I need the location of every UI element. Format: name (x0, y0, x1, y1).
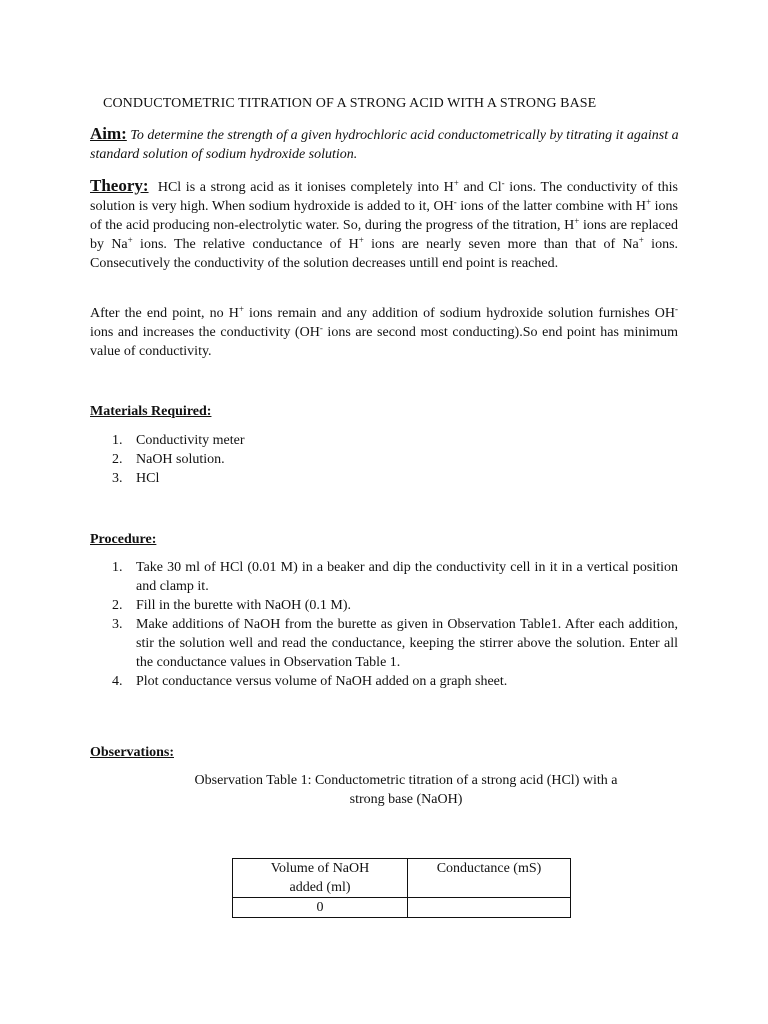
paragraph-text: ions are second most conducting).So end point has minimum value of conductivity. (90, 325, 679, 359)
superscript: + (638, 235, 644, 245)
table-caption (160, 771, 652, 809)
superscript: - (501, 178, 505, 188)
theory-text: ions. The conductivity of this solution is very high. When sodium hydroxide is added to it, OH (90, 180, 678, 214)
end-point-paragraph (90, 304, 678, 361)
theory-text: ions are replaced by Na (90, 218, 678, 252)
list-item-text: Conductivity meter (136, 433, 245, 448)
table-header-row (233, 859, 571, 898)
superscript: - (675, 304, 678, 314)
theory-text: ions of the latter combine with H (456, 199, 646, 214)
theory-paragraph (90, 176, 678, 273)
superscript: + (574, 216, 580, 226)
paragraph-text: ions and increases the conductivity (OH (90, 325, 320, 340)
header-line: added (ml) (289, 880, 351, 895)
theory-label: Theory: (90, 176, 149, 195)
list-number: 3. (112, 471, 123, 486)
list-number: 1. (112, 560, 123, 575)
list-item (112, 615, 678, 672)
list-item (112, 450, 678, 469)
theory-text: ions are nearly seven more than that of Na (363, 237, 639, 252)
materials-list (112, 431, 678, 488)
table-row (233, 898, 571, 918)
list-item-text: Plot conductance versus volume of NaOH added on a graph sheet. (136, 674, 508, 689)
list-item (112, 596, 678, 615)
materials-heading: Materials Required: (90, 404, 212, 419)
theory-text: ions. Consecutively the conductivity of the solution decreases untill end point is reached. (90, 237, 679, 271)
caption-line: strong base (NaOH) (349, 792, 463, 807)
list-item-text: Fill in the burette with NaOH (0.1 M). (136, 598, 352, 613)
list-item (112, 431, 678, 450)
list-item-text: Take 30 ml of HCl (0.01 M) in a beaker and dip the conductivity cell in it in a vertical position and clamp it. (136, 560, 678, 594)
superscript: + (358, 235, 364, 245)
procedure-heading: Procedure: (90, 532, 157, 547)
list-number: 3. (112, 617, 123, 632)
aim-section (90, 124, 690, 164)
volume-cell: 0 (233, 898, 408, 918)
theory-text: ions of the acid producing non-electrolytic water. So, during the progress of the titration, H (90, 199, 679, 233)
superscript: + (645, 197, 652, 207)
conductance-header: Conductance (mS) (408, 859, 571, 898)
observation-table (232, 858, 571, 918)
list-number: 4. (112, 674, 123, 689)
conductance-cell (408, 898, 571, 918)
superscript: + (453, 178, 459, 188)
list-number: 2. (112, 452, 123, 467)
procedure-list (112, 558, 678, 691)
superscript: - (319, 323, 323, 333)
volume-header (233, 859, 408, 898)
theory-text: and Cl (458, 180, 502, 195)
list-item-text: Make additions of NaOH from the burette as given in Observation Table1. After each addition, stir the solution well and read the conductance, keeping the stirrer above the solution. Enter all the conductance values in Observation Table 1. (136, 617, 678, 670)
superscript: - (453, 197, 457, 207)
document-title: CONDUCTOMETRIC TITRATION OF A STRONG ACID WITH A STRONG BASE (103, 96, 597, 111)
paragraph-text: ions remain and any addition of sodium hydroxide solution furnishes OH (243, 306, 675, 321)
superscript: + (127, 235, 133, 245)
header-line: Volume of NaOH (270, 861, 370, 876)
list-number: 1. (112, 433, 123, 448)
caption-line: Observation Table 1: Conductometric titration of a strong acid (HCl) with a (194, 773, 618, 788)
list-item-text: NaOH solution. (136, 452, 225, 467)
theory-text: HCl is a strong acid as it ionises completely into H (157, 180, 454, 195)
list-item (112, 558, 678, 596)
paragraph-text: After the end point, no H (90, 306, 239, 321)
list-item-text: HCl (136, 471, 160, 486)
superscript: + (238, 304, 244, 314)
list-item (112, 672, 678, 691)
observations-heading: Observations: (90, 745, 174, 760)
aim-label: Aim: (90, 124, 127, 143)
theory-text: ions. The relative conductance of H (132, 237, 359, 252)
list-number: 2. (112, 598, 123, 613)
list-item (112, 469, 678, 488)
aim-text: To determine the strength of a given hydrochloric acid conductometrically by titrating it against a standard solution of sodium hydroxide solution. (90, 128, 679, 162)
